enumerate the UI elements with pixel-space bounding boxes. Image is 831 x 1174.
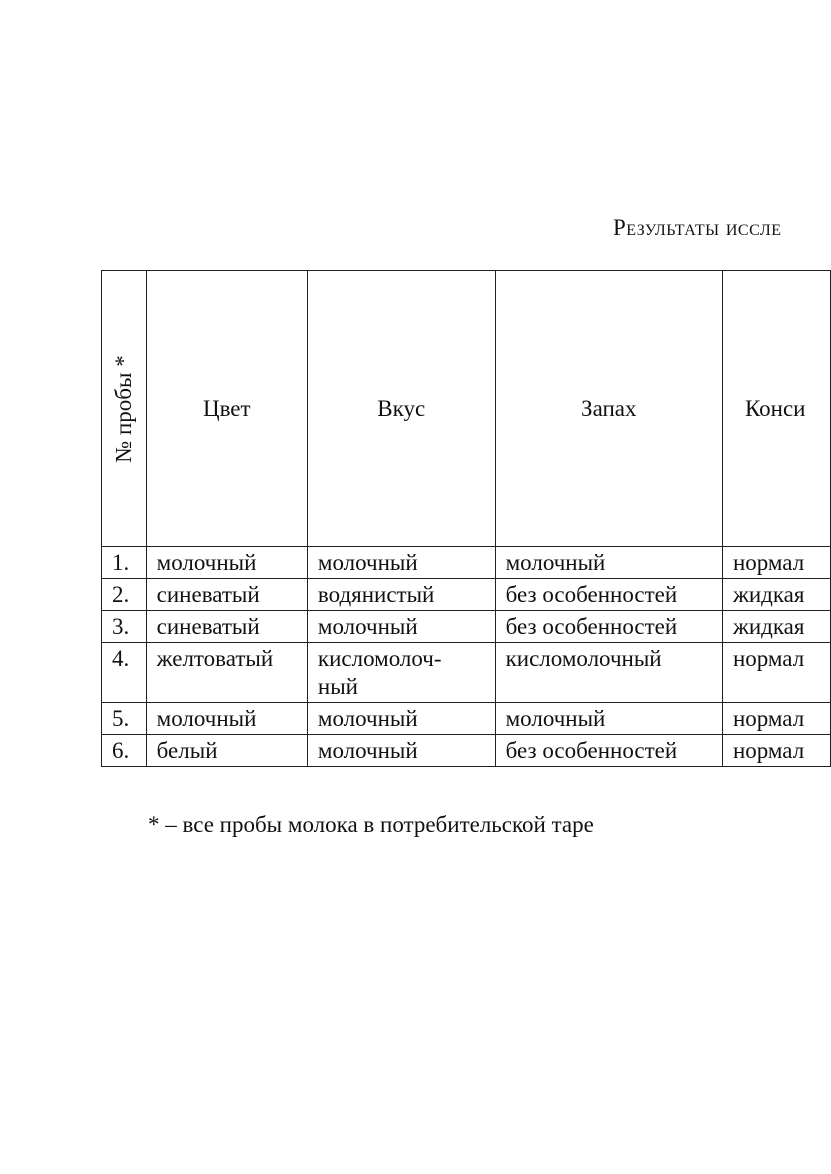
table-title: Результаты иссле xyxy=(613,215,782,240)
cell-smell: без особенностей xyxy=(495,579,722,611)
cell-taste xyxy=(307,643,495,703)
cell-consistency: нормал xyxy=(722,643,830,703)
cell-smell: кисломолочный xyxy=(495,643,722,703)
cell-color: белый xyxy=(146,735,307,767)
cell-smell: без особенностей xyxy=(495,611,722,643)
header-smell: Запах xyxy=(495,271,722,547)
cell-taste: водянистый xyxy=(307,579,495,611)
cell-number: 5. xyxy=(102,703,147,735)
cell-taste: молочный xyxy=(307,703,495,735)
cell-color: синеватый xyxy=(146,579,307,611)
cell-color: молочный xyxy=(146,547,307,579)
cell-consistency: жидкая xyxy=(722,611,830,643)
header-color: Цвет xyxy=(146,271,307,547)
cell-taste: молочный xyxy=(307,547,495,579)
cell-taste: молочный xyxy=(307,611,495,643)
results-table xyxy=(101,270,831,767)
table-row xyxy=(102,547,831,579)
cell-color: желтоватый xyxy=(146,643,307,703)
header-taste: Вкус xyxy=(307,271,495,547)
header-sample-number-label: № пробы * xyxy=(110,354,136,463)
cell-number: 6. xyxy=(102,735,147,767)
header-row xyxy=(102,271,831,547)
cell-taste-line-1: кисломолоч- xyxy=(317,646,442,671)
table-row xyxy=(102,735,831,767)
cell-number: 1. xyxy=(102,547,147,579)
table-row xyxy=(102,703,831,735)
cell-taste-line-2: ный xyxy=(317,674,358,699)
cell-consistency: нормал xyxy=(722,703,830,735)
header-sample-number xyxy=(102,271,147,547)
header-consistency: Конси xyxy=(722,271,830,547)
table-row xyxy=(102,579,831,611)
cell-consistency: жидкая xyxy=(722,579,830,611)
table-row xyxy=(102,611,831,643)
cell-consistency: нормал xyxy=(722,547,830,579)
cell-smell: без особенностей xyxy=(495,735,722,767)
cell-number: 2. xyxy=(102,579,147,611)
cell-taste: молочный xyxy=(307,735,495,767)
cell-number: 4. xyxy=(102,643,147,703)
cell-smell: молочный xyxy=(495,547,722,579)
cell-smell: молочный xyxy=(495,703,722,735)
table-row xyxy=(102,643,831,703)
cell-consistency: нормал xyxy=(722,735,830,767)
cell-color: молочный xyxy=(146,703,307,735)
footnote: * – все пробы молока в потребительской таре xyxy=(148,812,594,837)
cell-color: синеватый xyxy=(146,611,307,643)
cell-number: 3. xyxy=(102,611,147,643)
